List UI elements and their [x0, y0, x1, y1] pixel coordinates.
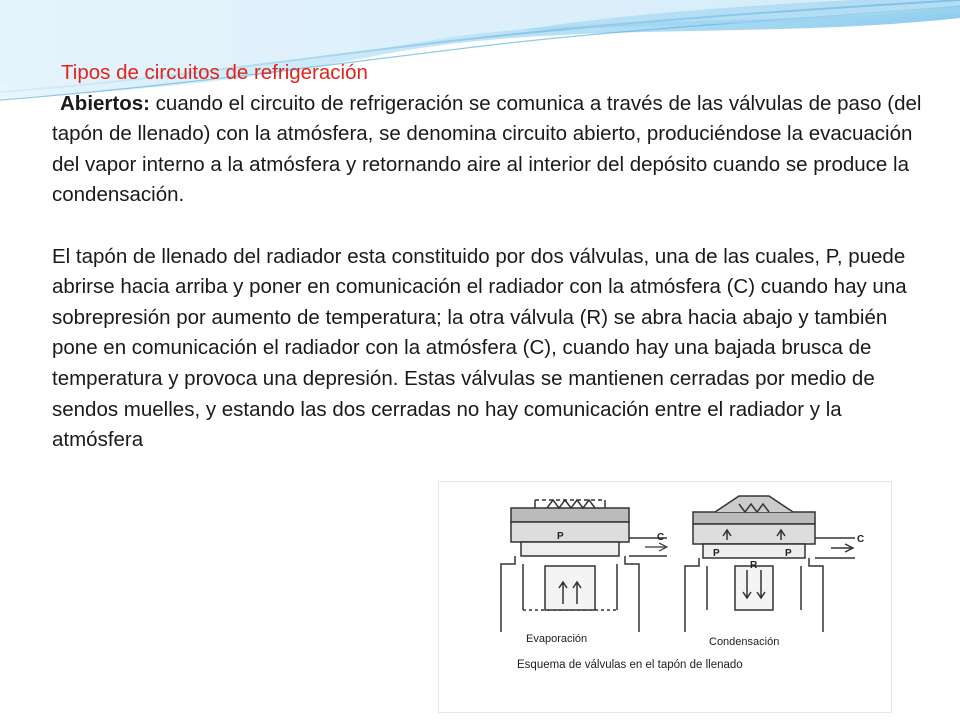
marker-p-right-a: P — [713, 548, 720, 559]
marker-c-right: C — [857, 534, 865, 545]
marker-c-left: C — [657, 532, 665, 543]
figure-caption: Esquema de válvulas en el tapón de llenado — [517, 659, 743, 671]
marker-p-left: P — [557, 531, 564, 542]
paragraph-abiertos — [52, 89, 932, 211]
paragraph-tapon: El tapón de llenado del radiador esta constituido por dos válvulas, una de las cuales, P, puede abrirse hacia arriba y poner en comunicación el radiador con la atmósfera (C) cuando hay una sobrepresión por aumento de temperatura; la otra válvula (R) se abra hacia abajo y también pone en comunicación el radiador con la atmósfera (C), cuando hay una bajada brusca de temperatura y provoca una depresión. Estas válvulas se mantienen cerradas por medio de sendos muelles, y estando las dos cerradas no hay comunicación entre el radiador y la atmósfera — [52, 244, 907, 452]
label-evaporacion: Evaporación — [526, 633, 588, 645]
slide-body — [52, 58, 932, 456]
cap-condensacion-drawing — [685, 496, 855, 632]
valve-diagram-figure — [438, 481, 892, 713]
label-condensacion: Condensación — [709, 636, 780, 648]
slide-title: Tipos de circuitos de refrigeración — [61, 61, 368, 84]
marker-r: R — [750, 560, 758, 571]
paragraph-abiertos-text: cuando el circuito de refrigeración se comunica a través de las válvulas de paso (del tapón de llenado) con la atmósfera, se denomina circuito abierto, produciéndose la evacuación del vapor interno a la atmósfera y retornando aire al interior del depósito cuando se produce la condensación. — [52, 91, 922, 207]
spacer — [52, 211, 932, 242]
term-abiertos: Abiertos: — [60, 91, 150, 115]
marker-p-right-b: P — [785, 548, 792, 559]
valve-diagram — [439, 482, 891, 712]
cap-evaporacion-drawing — [501, 500, 667, 632]
